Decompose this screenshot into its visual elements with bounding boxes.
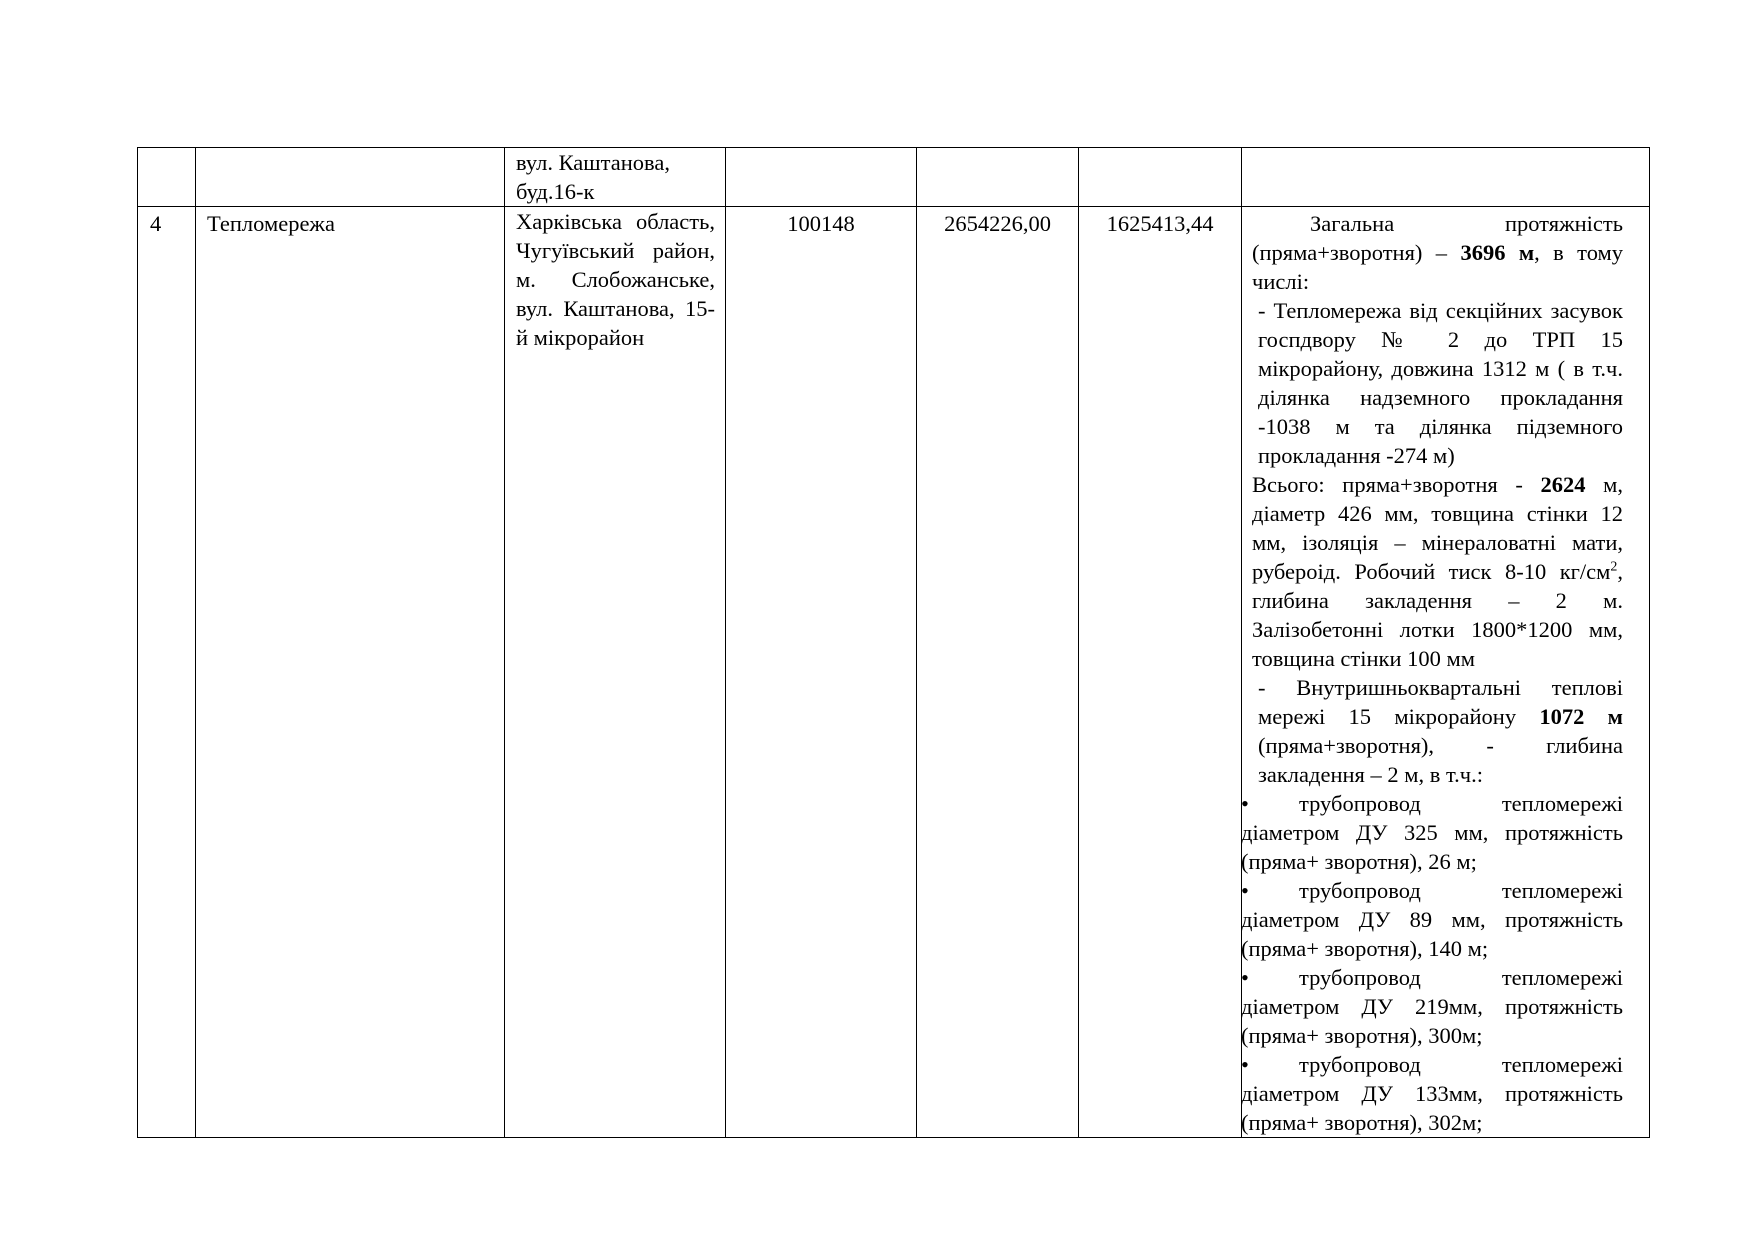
row-number: 4 (138, 207, 196, 1138)
bullet-item (1241, 876, 1623, 963)
inventory-number: 100148 (726, 207, 917, 1138)
cell-name (196, 148, 505, 207)
object-description (1242, 207, 1650, 1138)
bullet-item (1241, 1050, 1623, 1137)
desc-bold: 3696 м (1460, 240, 1535, 265)
desc-paragraph (1252, 209, 1623, 296)
bullet-text: трубопровод тепломережі діаметром ДУ 219мм, протяжність (пряма+ зворотня), 300м; (1241, 965, 1623, 1048)
initial-cost: 2654226,00 (917, 207, 1079, 1138)
desc-text: Всього: пряма+зворотня - (1252, 472, 1541, 497)
desc-text: (пряма+зворотня), - глибина закладення – 2 м, в т.ч.: (1258, 733, 1623, 787)
address-line: буд.16-к (516, 179, 595, 204)
desc-text: м, діаметр 426 мм, товщина стінки 12 мм, ізоляція – мінераловатні мати, руберoід. Робочий тиск 8-10 кг/см (1252, 472, 1623, 584)
bullet-text: трубопровод тепломережі діаметром ДУ 325 мм, протяжність (пряма+ зворотня), 26 м; (1241, 791, 1623, 874)
cell-description (1242, 148, 1650, 207)
table-row (138, 207, 1650, 1138)
cell-address (505, 148, 726, 207)
property-table (137, 147, 1650, 1138)
cell-initial-cost (917, 148, 1079, 207)
desc-text: , глибина закладення – 2 м. Залізобетонні лотки 1800*1200 мм, товщина стінки 100 мм (1252, 559, 1623, 671)
desc-paragraph (1252, 470, 1623, 673)
cell-inventory (726, 148, 917, 207)
desc-text: - Внутришньоквартальні теплові мережі 15 мікрорайону (1258, 675, 1623, 729)
desc-paragraph: - Тепломережа від секційних засувок госпдвору № 2 до ТРП 15 мікрорайону, довжина 1312 м ( в т.ч. ділянка надземного прокладання -1038 м та ділянка підземного прокладання -274 м) (1258, 298, 1623, 468)
cell-number (138, 148, 196, 207)
bullet-item (1241, 789, 1623, 876)
desc-text: Загальна протяжність (пряма+зворотня) – (1252, 211, 1623, 265)
bullet-text: трубопровод тепломережі діаметром ДУ 89 мм, протяжність (пряма+ зворотня), 140 м; (1241, 878, 1623, 961)
address-line: вул. Каштанова, (516, 150, 670, 175)
superscript: 2 (1610, 559, 1618, 575)
bullet-text: трубопровод тепломережі діаметром ДУ 133мм, протяжність (пряма+ зворотня), 302м; (1241, 1052, 1623, 1135)
bullet-item (1241, 963, 1623, 1050)
desc-bold: 1072 м (1539, 704, 1624, 729)
cell-residual-cost (1079, 148, 1242, 207)
desc-text: , в тому числі: (1252, 240, 1624, 294)
desc-paragraph (1252, 673, 1623, 789)
object-address: Харківська область, Чугуївський район, м. Слобожанське, вул. Каштанова, 15-й мікрорайон (505, 207, 726, 1138)
table-row (138, 148, 1650, 207)
residual-cost: 1625413,44 (1079, 207, 1242, 1138)
object-name: Тепломережа (196, 207, 505, 1138)
desc-bold: 2624 (1540, 472, 1586, 497)
